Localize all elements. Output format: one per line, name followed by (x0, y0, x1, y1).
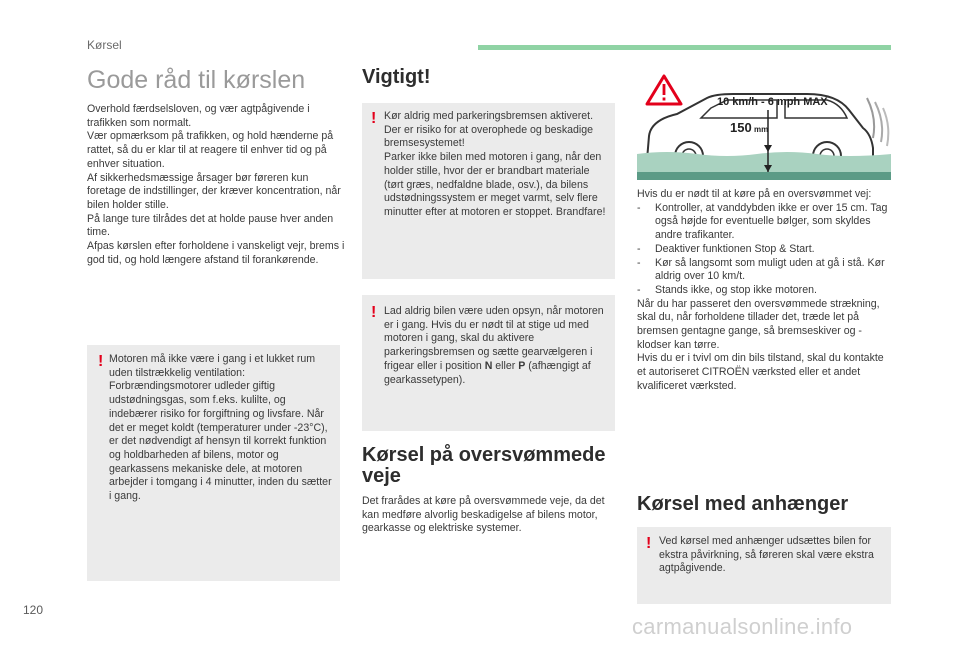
paragraph: Parker ikke bilen med motoren i gang, når den holder stille, hvor der er brandbart materiale (tørt græs, nedfaldne blade, osv.), da bilens udstødningssystem er meget varmt, selv flere minutter efter at motoren er stoppet. Brandfare! (384, 151, 606, 218)
section-title-flooded-roads: Kørsel på oversvømmede veje (362, 444, 606, 487)
text-span: eller (492, 359, 519, 372)
page-number: 120 (23, 603, 44, 617)
warning-text: Ved kørsel med anhænger udsættes bilen for ekstra påvirkning, så føreren skal være ekstra agtpågivende. (659, 535, 874, 575)
section-title-driving-tips: Gode råd til kørslen (87, 66, 306, 94)
paragraph: Hvis du er nødt til at køre på en oversvømmet vej: (637, 188, 872, 200)
warning-icon: ! (98, 353, 104, 370)
paragraph: Af sikkerhedsmæssige årsager bør føreren kun foretage de indstillinger, der kræver koncentration, når bilen holder stille. (87, 171, 341, 211)
paragraph: Når du har passeret den oversvømmede strækning, skal du, når forholdene tillader det, træde let på bremsen gentagne gange, så bremseskiver og -klodser kan tørre. (637, 297, 880, 351)
car-in-water-figure (637, 68, 891, 180)
flooded-roads-text: Det frarådes at køre på oversvømmede veje, da det kan medføre alvorlig beskadigelse af bilens motor, gearkasse og elektriske systemer. (362, 495, 605, 535)
section-header: Kørsel (87, 38, 122, 52)
instruction-list (637, 202, 893, 298)
section-header-bar (478, 45, 891, 50)
list-item: - Kør så langsomt som muligt uden at gå i stå. Kør aldrig over 10 km/t. (637, 257, 893, 284)
warning-box-trailer (637, 527, 891, 604)
paragraph: På lange ture tilrådes det at holde pause hver anden time. (87, 212, 334, 239)
warning-box-unattended (362, 295, 615, 431)
watermark: carmanualsonline.info (632, 614, 853, 639)
text-span: (afhængigt af gearkassetypen). (384, 359, 591, 386)
warning-icon: ! (646, 535, 652, 552)
depth-unit: mm (754, 125, 769, 134)
paragraph: Overhold færdselsloven, og vær agtpågivende i trafikken som normalt. (87, 103, 310, 129)
gear-p: P (518, 359, 526, 372)
warning-text (384, 305, 606, 387)
paragraph: Afpas kørslen efter forholdene i vanskeligt vejr, brems i god tid, og hold længere afstand til forankørende. (87, 240, 345, 266)
warning-icon: ! (371, 304, 377, 321)
paragraph: Vær opmærksom på trafikken, og hold hænderne på rattet, så du er klar til at reagere til enhver tid og på enhver situation. (87, 130, 334, 170)
section-title-important: Vigtigt! (362, 66, 431, 88)
list-item: - Deaktiver funktionen Stop & Start. (637, 243, 893, 257)
warning-text (384, 110, 606, 220)
gear-n: N (484, 359, 493, 372)
paragraph: Kør aldrig med parkeringsbremsen aktiveret. Der er risiko for at overophede og beskadige bremsesystemet! (384, 110, 594, 150)
warning-text: Motoren må ikke være i gang i et lukket rum uden tilstrækkelig ventilation: Forbrændingsmotorer udleder giftig udstødningsgas, som f.eks. kulilte, og indebærer risiko for forgiftning og livsfare. Når det er meget koldt (temperaturer under -23°C), er det nødvendigt af hensyn til korrekt funktion og holdbarheden af bilens, motor og gearkassens mekaniske dele, at motoren arbejder i tomgang i 4 minutter, inden du sætter i gang. (109, 353, 332, 503)
depth-value: 150 (730, 120, 752, 135)
speed-limit-label: 10 km/h - 6 mph MAX (717, 96, 828, 108)
flood-instructions (637, 188, 893, 394)
list-item: - Kontroller, at vanddybden ikke er over 15 cm. Tag også højde for eventuelle bølger, som skyldes andre trafikanter. (637, 202, 893, 243)
paragraph: Hvis du er i tvivl om din bils tilstand, skal du kontakte et autoriseret CITROËN værksted eller et andet kvalificeret værksted. (637, 352, 884, 392)
list-item: - Stands ikke, og stop ikke motoren. (637, 284, 893, 298)
driving-tips-intro (87, 103, 345, 267)
warning-box-ventilation (87, 345, 340, 581)
warning-icon: ! (371, 110, 377, 127)
flood-driving-illustration (637, 68, 891, 180)
warning-box-parking-brake (362, 103, 615, 279)
section-title-trailer: Kørsel med anhænger (637, 493, 849, 515)
text-span: Lad aldrig bilen være uden opsyn, når motoren er i gang. Hvis du er nødt til at stige ud med motoren i gang, skal du aktivere parkeringsbremsen og sætte gearvælgeren i frigear eller i position (384, 305, 604, 372)
